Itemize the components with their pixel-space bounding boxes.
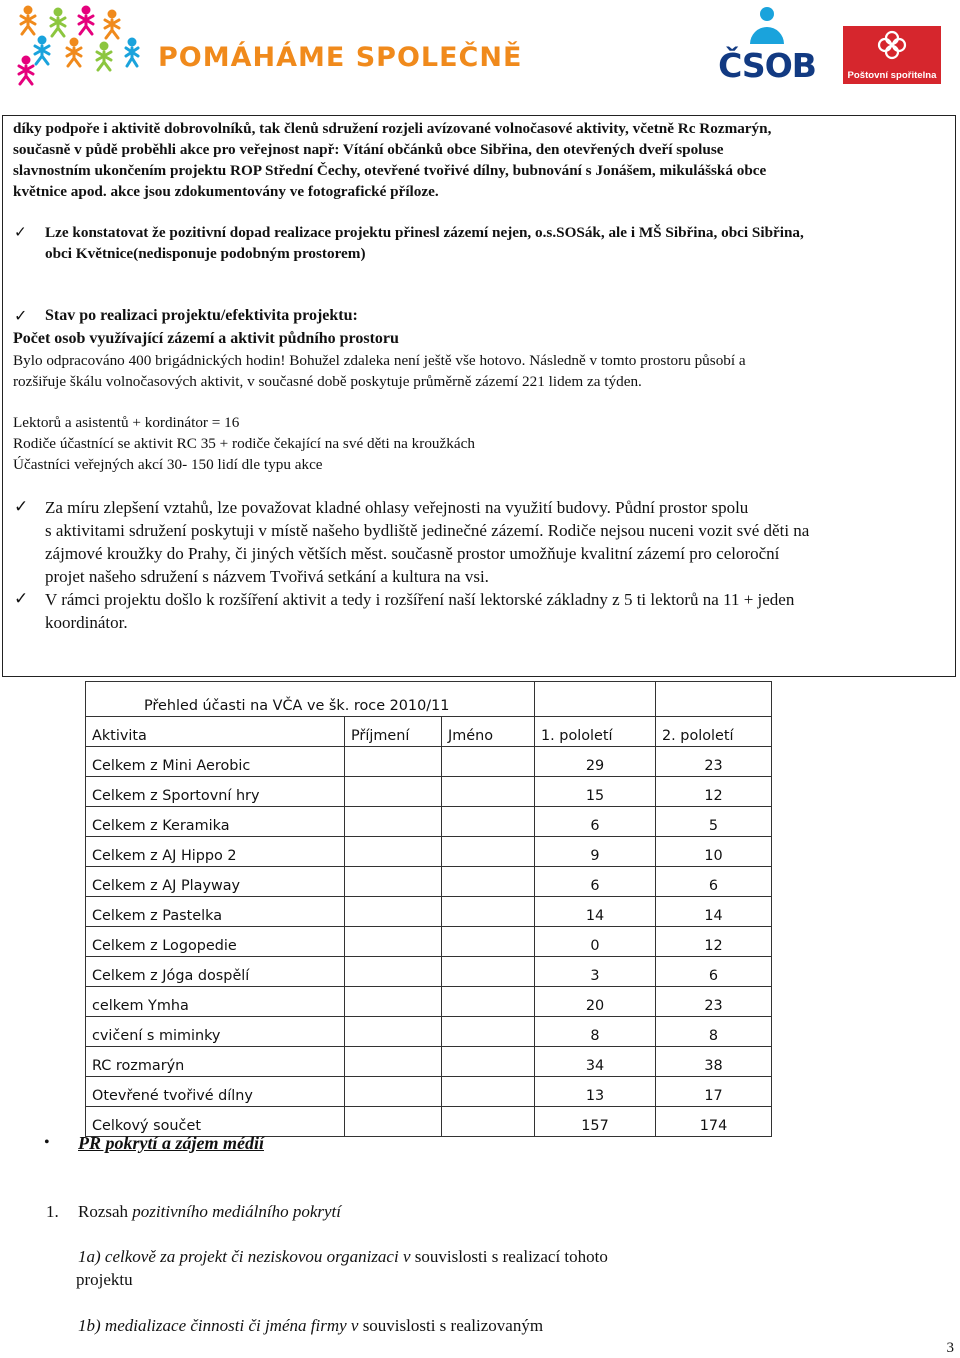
relations-line: Za míru zlepšení vztahů, lze považovat kladné ohlasy veřejnosti na využití budovy. Půdní prostor spolu xyxy=(45,498,749,517)
h2-cell: 6 xyxy=(656,957,772,987)
expansion-line: V rámci projektu došlo k rozšíření aktivit a tedy i rozšíření naší lektorské základny z 5 ti lektorů na 11 + jeden xyxy=(45,590,795,609)
h2-cell: 5 xyxy=(656,807,772,837)
column-header: Příjmení xyxy=(345,717,442,747)
activity-cell: Celkem z Pastelka xyxy=(86,897,345,927)
item1-text: Rozsah pozitivního mediálního pokrytí xyxy=(78,1202,341,1221)
impact-line: Lze konstatovat že pozitivní dopad realizace projektu přinesl zázemí nejen, o.s.SOSák, ale i MŠ Sibřina, obci Sibřina, xyxy=(45,224,804,241)
table-row xyxy=(86,777,772,807)
h1-cell: 6 xyxy=(535,867,656,897)
csob-wordmark: ČSOB xyxy=(718,46,816,85)
h2-cell: 174 xyxy=(656,1107,772,1137)
bylo-line: rozšiřuje škálu volnočasových aktivit, v současné době poskytuje průměrně zázemí 221 lidem za týden. xyxy=(13,373,642,390)
pomahame-spolecne-logo xyxy=(8,2,523,86)
table-cell xyxy=(656,682,772,717)
h1-cell: 15 xyxy=(535,777,656,807)
csob-hedgehog-icon xyxy=(746,6,788,46)
stats-line: Účastníci veřejných akcí 30- 150 lidí dle typu akce xyxy=(13,456,323,473)
activity-cell: Celkem z Mini Aerobic xyxy=(86,747,345,777)
activity-cell: Celkem z Logopedie xyxy=(86,927,345,957)
csob-logo xyxy=(716,2,818,86)
pocet-heading: Počet osob využívající zázemí a aktivit půdního prostoru xyxy=(13,330,399,347)
stats-line: Lektorů a asistentů + kordinátor = 16 xyxy=(13,414,240,431)
pr-heading: PR pokrytí a zájem médií xyxy=(78,1133,264,1153)
clover-icon xyxy=(877,30,907,60)
activity-cell: RC rozmarýn xyxy=(86,1047,345,1077)
checkmark-icon: ✓ xyxy=(14,306,28,325)
activity-cell: Celkem z Keramika xyxy=(86,807,345,837)
column-header: 2. pololetí xyxy=(656,717,772,747)
table-cell xyxy=(535,682,656,717)
item1b-text: 1b) medializace činnosti či jména firmy v souvislosti s realizovaným xyxy=(78,1316,544,1335)
table-row xyxy=(86,1017,772,1047)
h2-cell: 8 xyxy=(656,1017,772,1047)
checkmark-icon: ✓ xyxy=(14,497,29,517)
h1-cell: 8 xyxy=(535,1017,656,1047)
pomahame-wordmark: POMÁHÁME SPOLEČNĚ xyxy=(158,42,523,73)
postovni-sporitelna-wordmark: Poštovní spořitelna xyxy=(847,70,937,81)
relations-line: s aktivitami sdružení poskytuji v místě našeho bydliště jedinečné zázemí. Rodiče nejsou nuceni vozit své děti na xyxy=(45,521,810,540)
item-number: 1. xyxy=(46,1202,59,1221)
intro-line: díky podpoře i aktivitě dobrovolníků, tak členů sdružení rozjeli avízované volnočasové aktivity, včetně Rc Rozmarýn, xyxy=(13,120,772,137)
h2-cell: 12 xyxy=(656,927,772,957)
h2-cell: 14 xyxy=(656,897,772,927)
h2-cell: 12 xyxy=(656,777,772,807)
table-row xyxy=(86,957,772,987)
activity-cell: Celkem z Sportovní hry xyxy=(86,777,345,807)
table-header-row xyxy=(86,717,772,747)
item1a-text: 1a) celkově za projekt či neziskovou organizaci v souvislosti s realizací tohoto xyxy=(78,1247,608,1266)
stats-line: Rodiče účastnící se aktivit RC 35 + rodiče čekající na své děti na kroužkách xyxy=(13,435,475,452)
table-row xyxy=(86,807,772,837)
item1a-continuation: projektu xyxy=(76,1270,133,1289)
h1-cell: 6 xyxy=(535,807,656,837)
activity-cell: Celkový součet xyxy=(86,1107,345,1137)
h2-cell: 23 xyxy=(656,747,772,777)
h1-cell: 3 xyxy=(535,957,656,987)
activity-cell: Celkem z AJ Playway xyxy=(86,867,345,897)
activity-cell: Celkem z Jóga dospělí xyxy=(86,957,345,987)
h1-cell: 157 xyxy=(535,1107,656,1137)
intro-line: květnice apod. akce jsou zdokumentovány ve fotografické příloze. xyxy=(13,183,439,200)
expansion-line: koordinátor. xyxy=(45,613,128,632)
bullet-icon: • xyxy=(44,1134,50,1151)
column-header: Jméno xyxy=(442,717,535,747)
h1-cell: 9 xyxy=(535,837,656,867)
table-row xyxy=(86,1047,772,1077)
table-total-row xyxy=(86,1107,772,1137)
table-row xyxy=(86,987,772,1017)
intro-line: současně v půdě proběhli akce pro veřejnost např: Vítání občánků obce Sibřina, den otevřených dveří spoluse xyxy=(13,141,724,158)
intro-line: slavnostním ukončením projektu ROP Střední Čechy, otevřené tvořivé dílny, bubnování s Jonášem, mikulášská obce xyxy=(13,162,767,179)
h2-cell: 38 xyxy=(656,1047,772,1077)
h1-cell: 20 xyxy=(535,987,656,1017)
checkmark-icon: ✓ xyxy=(14,223,27,241)
h1-cell: 34 xyxy=(535,1047,656,1077)
activity-cell: cvičení s miminky xyxy=(86,1017,345,1047)
h1-cell: 29 xyxy=(535,747,656,777)
page-number: 3 xyxy=(946,1340,954,1356)
column-header: Aktivita xyxy=(86,717,345,747)
activity-cell: Otevřené tvořivé dílny xyxy=(86,1077,345,1107)
table-row xyxy=(86,1077,772,1107)
table-row xyxy=(86,837,772,867)
h2-cell: 17 xyxy=(656,1077,772,1107)
impact-line: obci Květnice(nedisponuje podobným prostorem) xyxy=(45,245,366,262)
attendance-table xyxy=(85,681,772,1137)
relations-line: projet našeho sdružení s názvem Tvořivá setkání a kultura na vsi. xyxy=(45,567,489,586)
checkmark-icon: ✓ xyxy=(14,589,29,609)
bylo-line: Bylo odpracováno 400 brigádnických hodin! Bohužel zdaleka není ještě vše hotovo. Následně v tomto prostoru působí a xyxy=(13,352,746,369)
stav-heading: Stav po realizaci projektu/efektivita projektu: xyxy=(45,307,358,324)
h2-cell: 23 xyxy=(656,987,772,1017)
relations-line: zájmové kroužky do Prahy, či jiných větších měst. současně prostor umožňuje kvalitní zázemí pro celoroční xyxy=(45,544,780,563)
table-caption: Přehled účasti na VČA ve šk. roce 2010/11 xyxy=(86,682,535,717)
table-row xyxy=(86,747,772,777)
people-figures-icon xyxy=(8,2,148,86)
h1-cell: 13 xyxy=(535,1077,656,1107)
table-row xyxy=(86,897,772,927)
h2-cell: 10 xyxy=(656,837,772,867)
column-header: 1. pololetí xyxy=(535,717,656,747)
table-caption-row xyxy=(86,682,772,717)
activity-cell: celkem Ymha xyxy=(86,987,345,1017)
h1-cell: 14 xyxy=(535,897,656,927)
activity-cell: Celkem z AJ Hippo 2 xyxy=(86,837,345,867)
table-row xyxy=(86,927,772,957)
postovni-sporitelna-logo xyxy=(843,26,941,84)
table-row xyxy=(86,867,772,897)
h2-cell: 6 xyxy=(656,867,772,897)
h1-cell: 0 xyxy=(535,927,656,957)
